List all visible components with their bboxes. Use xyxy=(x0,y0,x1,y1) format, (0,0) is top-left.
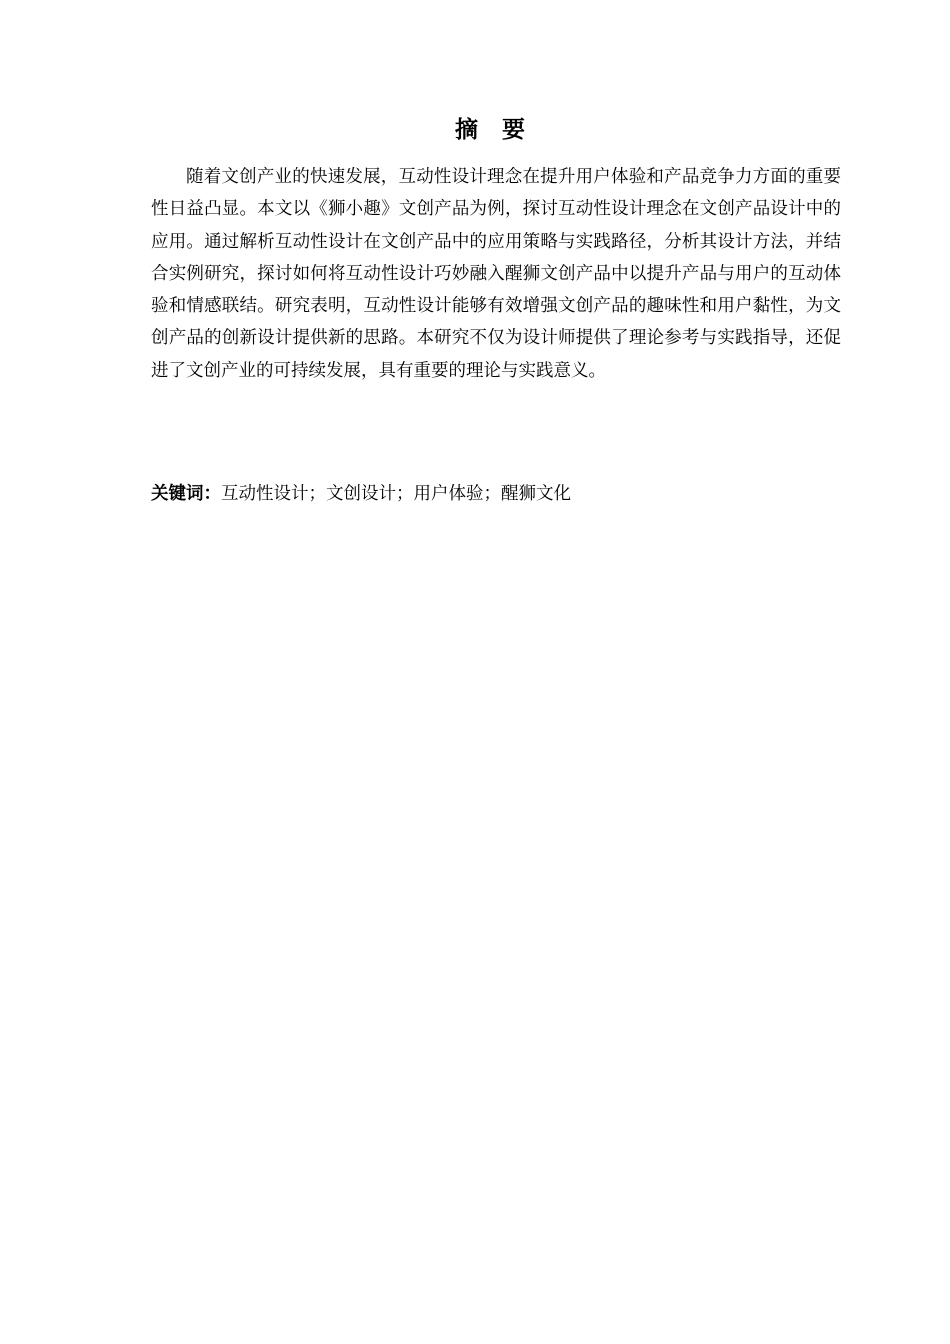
keywords-label: 关键词： xyxy=(151,484,221,504)
keywords-line xyxy=(151,478,841,510)
abstract-body: 随着文创产业的快速发展，互动性设计理念在提升用户体验和产品竞争力方面的重要性日益凸显。本文以《狮小趣》文创产品为例，探讨互动性设计理念在文创产品设计中的应用。通过解析互动性设计在文创产品中的应用策略与实践路径，分析其设计方法，并结合实例研究，探讨如何将互动性设计巧妙融入醒狮文创产品中以提升产品与用户的互动体验和情感联结。研究表明，互动性设计能够有效增强文创产品的趣味性和用户黏性，为文创产品的创新设计提供新的思路。本研究不仅为设计师提供了理论参考与实践指导，还促进了文创产业的可持续发展，具有重要的理论与实践意义。 xyxy=(151,167,841,381)
abstract-title: 摘 要 xyxy=(454,117,533,143)
keywords-text: 互动性设计；文创设计；用户体验；醒狮文化 xyxy=(221,484,571,504)
